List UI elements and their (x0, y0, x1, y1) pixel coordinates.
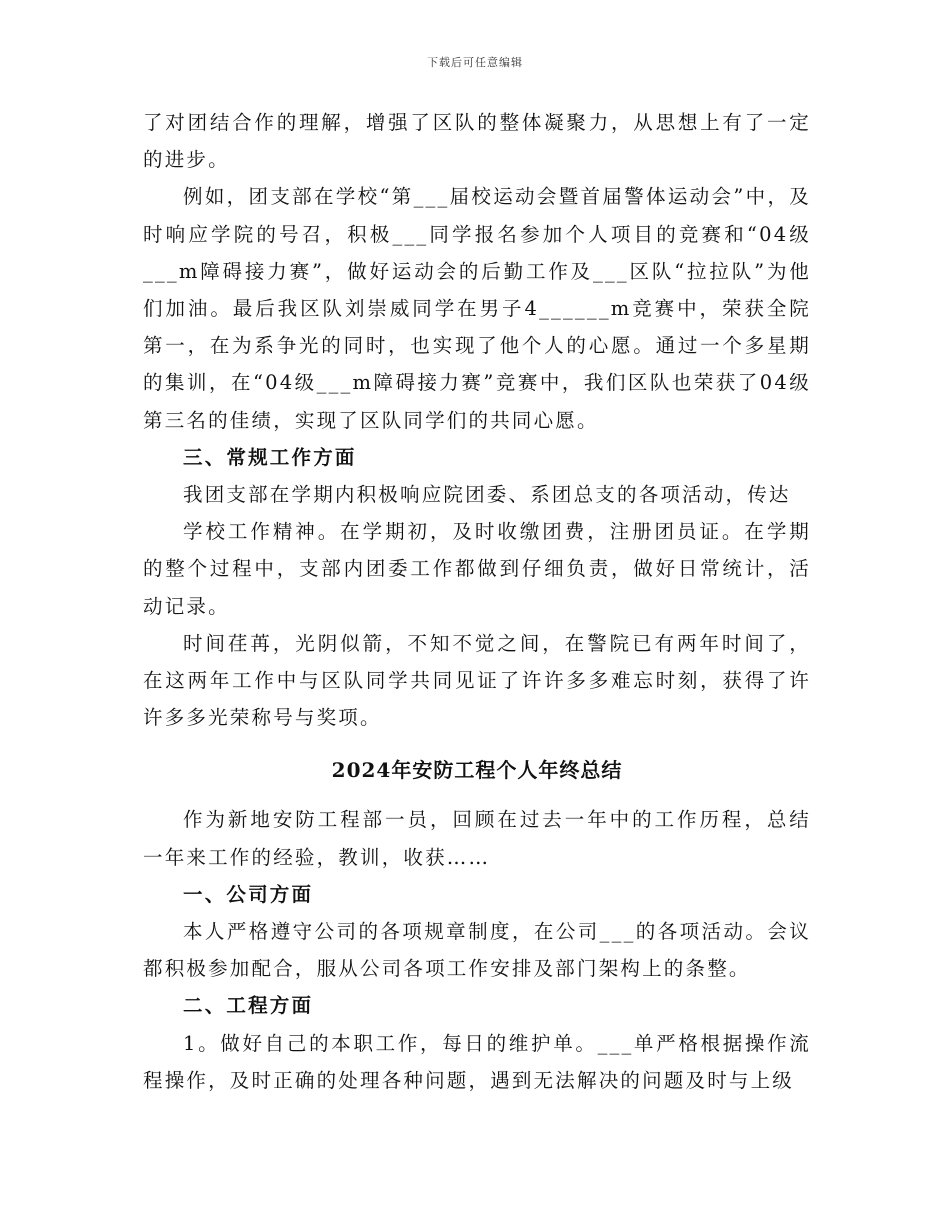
heading-company: 一、公司方面 (183, 882, 314, 906)
page-header: 下载后可任意编辑 (427, 56, 523, 69)
paragraph-time-passes: 时间荏苒，光阴似箭，不知不觉之间，在警院已有两年时间了，在这两年工作中与区队同学共同见证了许许多多难忘时刻，获得了许许多多光荣称号与奖项。 (143, 631, 811, 730)
paragraph-sports-example: 例如，团支部在学校“第___届校运动会暨首届警体运动会”中，及时响应学院的号召，积极___同学报名参加个人项目的竞赛和“04级___m障碍接力赛”，做好运动会的后勤工作及___区队“拉拉队”为他们加油。最后我区队刘崇威同学在男子4______m竞赛中，荣获全院第一，在为系争光的同时，也实现了他个人的心愿。通过一个多星期的集训，在“04级___m障碍接力赛”竞赛中，我们区队也荣获了04级第三名的佳绩，实现了区队同学们的共同心愿。 (143, 185, 811, 432)
paragraph-continuation: 了对团结合作的理解，增强了区队的整体凝聚力，从思想上有了一定的进步。 (143, 111, 811, 172)
paragraph-company: 本人严格遵守公司的各项规章制度，在公司___的各项活动。会议都积极参加配合，服从公司各项工作安排及部门架构上的条整。 (143, 920, 811, 981)
document-body (143, 104, 811, 1099)
heading-routine-work: 三、常规工作方面 (183, 445, 357, 469)
document-title: 2024年安防工程个人年终总结 (331, 758, 623, 783)
paragraph-intro: 作为新地安防工程部一员，回顾在过去一年中的工作历程，总结一年来工作的经验，教训，收获…… (143, 808, 811, 869)
paragraph-routine-rest: 学校工作精神。在学期初，及时收缴团费，注册团员证。在学期的整个过程中，支部内团委工作都做到仔细负责，做好日常统计，活动记录。 (143, 520, 811, 618)
paragraph-routine-line1: 我团支部在学期内积极响应院团委、系团总支的各项活动，传达 (183, 483, 791, 507)
paragraph-engineering: 1。做好自己的本职工作，每日的维护单。___单严格根据操作流程操作，及时正确的处理各种问题，遇到无法解决的问题及时与上级 (143, 1031, 811, 1092)
heading-engineering: 二、工程方面 (183, 994, 314, 1018)
